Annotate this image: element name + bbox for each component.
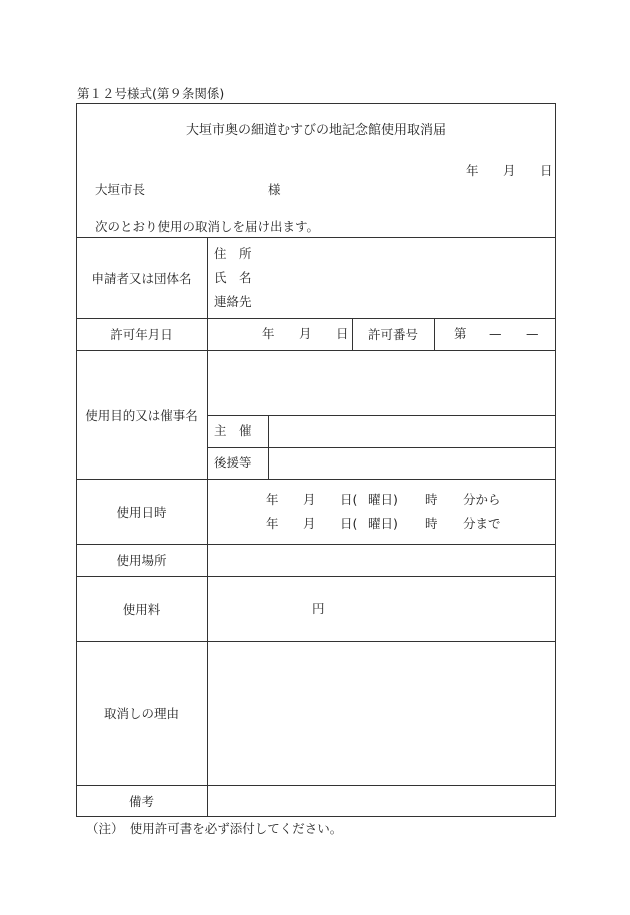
permit-month-label: 月 [299,326,312,341]
date-month-label: 月 [503,163,516,178]
end-minute: 分まで [463,516,501,531]
contact-label: 連絡先 [214,294,252,309]
address-label: 住 所 [214,246,252,261]
divider [268,415,269,479]
remarks-label: 備考 [128,794,154,809]
start-hour: 時 [425,492,438,507]
end-day: 日( [340,516,358,531]
divider [207,447,556,448]
start-weekday: 曜日) [368,492,398,507]
permit-date-label: 許可年月日 [110,327,173,342]
datetime-label: 使用日時 [116,504,167,520]
date-year-label: 年 [466,163,479,178]
end-month: 月 [303,516,316,531]
start-year: 年 [266,492,279,507]
permit-dash: — [526,326,539,341]
permit-dai-label: 第 [454,326,467,341]
permit-day-label: 日 [336,326,349,341]
supporter-label: 後援等 [214,455,252,470]
footnote: （注） 使用許可書を必ず添付してください。 [86,821,343,836]
place-label: 使用場所 [116,553,167,568]
intro-text: 次のとおり使用の取消しを届け出ます。 [95,219,320,234]
start-day: 日( [340,492,358,507]
form-number: 第１２号様式(第９条関係) [77,86,225,101]
addressee-honorific: 様 [268,182,281,197]
permit-dash: — [489,326,502,341]
form-title: 大垣市奥の細道むすびの地記念館使用取消届 [185,123,446,138]
permit-number-label: 許可番号 [367,327,418,342]
name-label: 氏 名 [214,270,252,285]
divider [434,318,435,350]
start-month: 月 [303,492,316,507]
addressee-mayor: 大垣市長 [95,182,146,197]
end-hour: 時 [425,516,438,531]
fee-unit: 円 [312,601,325,616]
fee-label: 使用料 [122,601,161,617]
reason-label: 取消しの理由 [103,706,179,721]
end-weekday: 曜日) [368,516,398,531]
date-day-label: 日 [540,163,553,178]
permit-year-label: 年 [262,326,275,341]
end-year: 年 [266,516,279,531]
applicant-label: 申請者又は団体名 [91,270,192,286]
start-minute: 分から [463,492,501,507]
purpose-label: 使用目的又は催事名 [85,407,198,423]
divider [207,415,556,416]
divider [207,237,208,817]
organizer-label: 主 催 [214,423,252,438]
